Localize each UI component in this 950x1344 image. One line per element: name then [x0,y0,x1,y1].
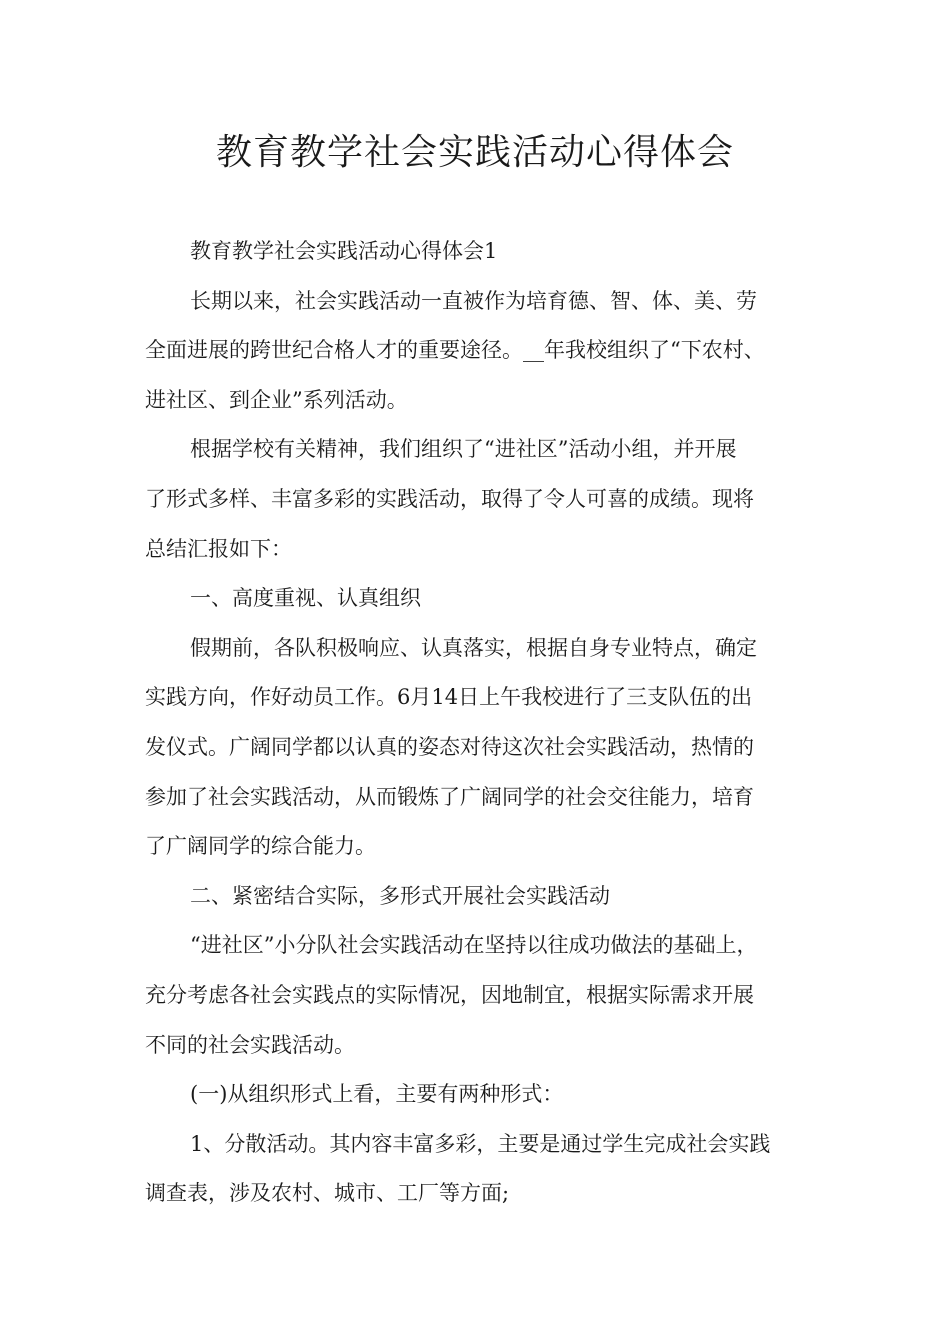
text-line: 一、高度重视、认真组织 [190,586,421,611]
text-line: 了广阔同学的综合能力。 [145,834,376,859]
document-body [145,227,817,1219]
text-line: 全面进展的跨世纪合格人才的重要途径。__年我校组织了“下农村、 [145,338,765,363]
text-line: “进社区”小分队社会实践活动在坚持以往成功做法的基础上， [190,933,758,958]
paragraph-community [145,921,817,1070]
paragraph-preparation [145,624,817,872]
text-line: 假期前，各队积极响应、认真落实，根据自身专业特点，确定 [190,635,757,660]
text-line: 调查表，涉及农村、城市、工厂等方面; [145,1181,510,1206]
document-title: 教育教学社会实践活动心得体会 [215,132,734,173]
text-line: 充分考虑各社会实践点的实际情况，因地制宜，根据实际需求开展 [145,982,754,1007]
paragraph-intro [145,277,817,426]
text-line: 长期以来，社会实践活动一直被作为培育德、智、体、美、劳 [190,288,757,313]
paragraph-basis [145,425,817,574]
text-line: 了形式多样、丰富多彩的实践活动，取得了令人可喜的成绩。现将 [145,486,754,511]
text-line: 二、紧密结合实际，多形式开展社会实践活动 [190,883,610,908]
section-heading-2 [145,872,817,922]
text-line: 不同的社会实践活动。 [145,1032,355,1057]
text-line: 教育教学社会实践活动心得体会1 [190,239,498,263]
text-line: 1、分散活动。其内容丰富多彩，主要是通过学生完成社会实践 [190,1131,771,1156]
text-line: 发仪式。广阔同学都以认真的姿态对待这次社会实践活动，热情的 [145,734,754,759]
text-line: 总结汇报如下： [145,536,292,561]
text-line: (一)从组织形式上看，主要有两种形式： [190,1082,564,1107]
text-line: 实践方向，作好动员工作。6月14日上午我校进行了三支队伍的出 [145,685,753,710]
paragraph-scattered-activities [145,1120,817,1219]
text-line: 根据学校有关精神，我们组织了“进社区”活动小组，并开展 [190,437,737,462]
section-heading-1 [145,574,817,624]
paragraph-subtitle [145,227,817,277]
text-line: 进社区、到企业”系列活动。 [145,387,408,412]
subsection-heading-1 [145,1070,817,1120]
text-line: 参加了社会实践活动，从而锻炼了广阔同学的社会交往能力，培育 [145,784,754,809]
